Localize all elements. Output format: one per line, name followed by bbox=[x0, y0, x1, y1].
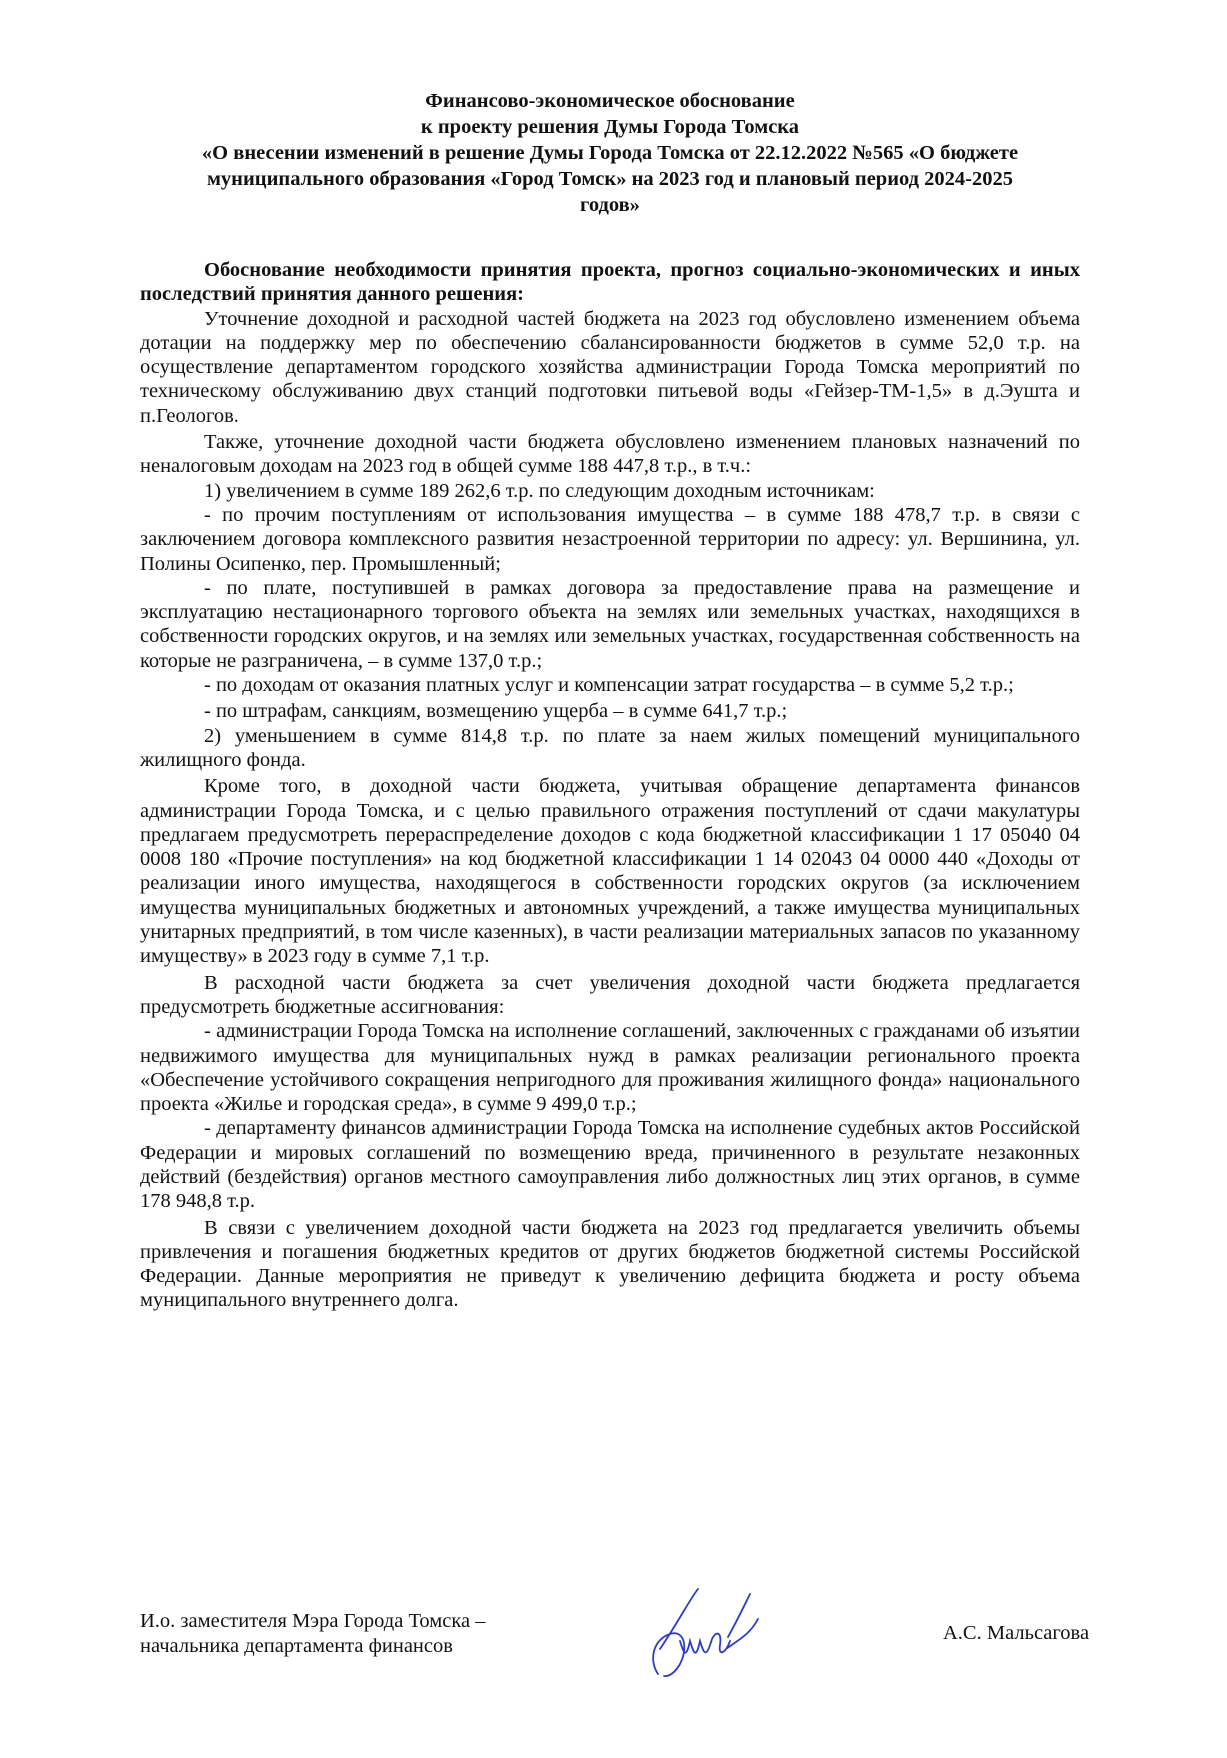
signature-block bbox=[140, 1609, 1090, 1729]
handwritten-signature-icon bbox=[640, 1579, 770, 1689]
document-title bbox=[140, 88, 1080, 218]
list-item: - администрации Города Томска на исполнение соглашений, заключенных с гражданами об изъятии недвижимого имущества для муниципальных нужд в рамках реализации регионального проекта «Обеспечение устойчивого сокращения непригодного для проживания жилищного фонда» национального проекта «Жилье и городская среда», в сумме 9 499,0 т.р.; bbox=[140, 1020, 1080, 1116]
signatory-position bbox=[140, 1609, 485, 1659]
list-item: - по плате, поступившей в рамках договора за предоставление права на размещение и эксплуатацию нестационарного торгового объекта на землях или земельных участках, находящихся в собственности городских округов, и на землях или земельных участках, государственная собственность на которые не разграничена, – в сумме 137,0 т.р.; bbox=[140, 576, 1080, 672]
list-item: 1) увеличением в сумме 189 262,6 т.р. по следующим доходным источникам: bbox=[204, 479, 875, 502]
list-item: - по доходам от оказания платных услуг и компенсации затрат государства – в сумме 5,2 т.р.; bbox=[204, 674, 1014, 697]
title-line-1: Финансово-экономическое обоснование bbox=[425, 90, 795, 112]
list-item: - по прочим поступлениям от использования имущества – в сумме 188 478,7 т.р. в связи с заключением договора комплексного развития незастроенной территории по адресу: ул. Вершинина, ул. Полины Осипенко, пер. Промышленный; bbox=[140, 503, 1080, 575]
paragraph: В связи с увеличением доходной части бюджета на 2023 год предлагается увеличить объемы привлечения и погашения бюджетных кредитов от других бюджетов бюджетной системы Российской Федерации. Данные мероприятия не приведут к увеличению дефицита бюджета и росту объема муниципального внутреннего долга. bbox=[140, 1216, 1080, 1312]
title-line-4: муниципального образования «Город Томск» на 2023 год и плановый период 2024-2025 bbox=[206, 168, 1014, 190]
list-item: 2) уменьшением в сумме 814,8 т.р. по плате за наем жилых помещений муниципального жилищного фонда. bbox=[140, 724, 1080, 771]
title-line-5: годов» bbox=[580, 194, 640, 216]
section-heading: Обоснование необходимости принятия проекта, прогноз социально-экономических и иных последствий принятия данного решения: bbox=[140, 259, 1080, 306]
title-line-3: «О внесении изменений в решение Думы Города Томска от 22.12.2022 №565 «О бюджете bbox=[201, 142, 1019, 164]
list-item: - департаменту финансов администрации Города Томска на исполнение судебных актов Российской Федерации и мировых соглашений по возмещению вреда, причиненного в результате незаконных действий (бездействия) органов местного самоуправления либо должностных лиц этих органов, в сумме 178 948,8 т.р. bbox=[140, 1117, 1080, 1213]
paragraph: В расходной части бюджета за счет увеличения доходной части бюджета предлагается предусмотреть бюджетные ассигнования: bbox=[140, 971, 1080, 1018]
position-line-1: И.о. заместителя Мэра Города Томска – bbox=[140, 1610, 486, 1632]
paragraph: Уточнение доходной и расходной частей бюджета на 2023 год обусловлено изменением объема дотации на поддержку мер по обеспечению сбалансированности бюджетов в сумме 52,0 т.р. на осуществление департаментом городского хозяйства администрации Города Томска мероприятий по техническому обслуживанию двух станций подготовки питьевой воды «Гейзер-ТМ-1,5» в д.Эушта и п.Геологов. bbox=[140, 307, 1080, 427]
list-item: - по штрафам, санкциям, возмещению ущерба – в сумме 641,7 т.р.; bbox=[204, 700, 788, 723]
paragraph: Также, уточнение доходной части бюджета обусловлено изменением плановых назначений по неналоговым доходам на 2023 год в общей сумме 188 447,8 т.р., в т.ч.: bbox=[140, 431, 1080, 478]
document-body bbox=[140, 258, 1080, 1313]
paragraph: Кроме того, в доходной части бюджета, учитывая обращение департамента финансов администрации Города Томска, и с целью правильного отражения поступлений от сдачи макулатуры предлагаем предусмотреть перераспределение доходов с кода бюджетной классификации 1 17 05040 04 0008 180 «Прочие поступления» на код бюджетной классификации 1 14 02043 04 0000 440 «Доходы от реализации иного имущества, находящегося в собственности городских округов (за исключением имущества муниципальных бюджетных и автономных учреждений, а также имущества муниципальных унитарных предприятий, в том числе казенных), в части реализации материальных запасов по указанному имуществу» в 2023 году в сумме 7,1 т.р. bbox=[140, 775, 1080, 968]
signatory-name: А.С. Мальсагова bbox=[943, 1622, 1090, 1644]
position-line-2: начальника департамента финансов bbox=[140, 1635, 453, 1657]
title-line-2: к проекту решения Думы Города Томска bbox=[420, 116, 800, 138]
